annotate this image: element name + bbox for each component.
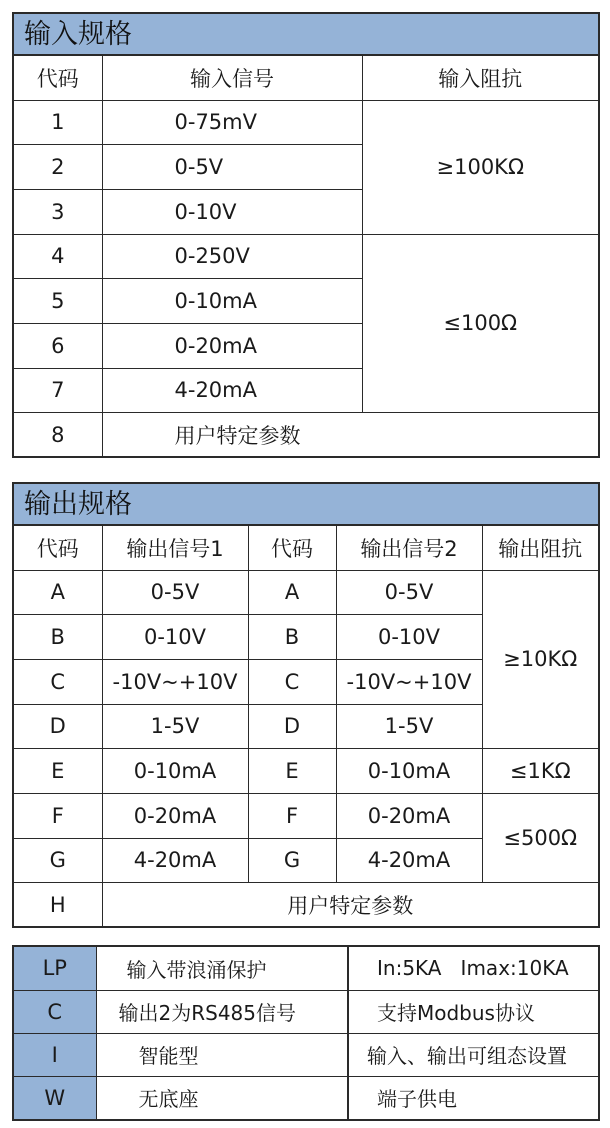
input-spec-title: 输入规格 (14, 14, 598, 56)
impedance-group-500: ≤500Ω (482, 793, 598, 882)
options-table (12, 945, 600, 1121)
row-code-1: F (14, 793, 102, 838)
row-signal: 0-5V (102, 145, 362, 190)
row-code-2: D (248, 704, 336, 749)
impedance-group-low: ≤100Ω (362, 234, 598, 413)
impedance-group-high: ≥100KΩ (362, 100, 598, 234)
table-row (14, 990, 598, 1033)
row-signal-1: -10V~+10V (102, 659, 248, 704)
row-signal-2: 0-20mA (336, 793, 482, 838)
row-code: 7 (14, 368, 102, 413)
row-signal-2: 0-10V (336, 615, 482, 660)
row-signal-1: 0-10V (102, 615, 248, 660)
header-code-2: 代码 (248, 526, 336, 570)
header-input-signal: 输入信号 (102, 56, 362, 100)
header-code-1: 代码 (14, 526, 102, 570)
row-signal: 0-10mA (102, 279, 362, 324)
table-row (14, 100, 598, 145)
row-code: 5 (14, 279, 102, 324)
row-code-2: C (248, 659, 336, 704)
row-signal: 0-10V (102, 189, 362, 234)
option-code: W (14, 1076, 96, 1119)
option-code: C (14, 990, 96, 1033)
option-feature: 端子供电 (348, 1076, 598, 1119)
row-code: 8 (14, 413, 102, 458)
option-feature: In:5KA Imax:10KA (348, 947, 598, 990)
row-code: 2 (14, 145, 102, 190)
row-signal: 0-75mV (102, 100, 362, 145)
row-signal: 0-250V (102, 234, 362, 279)
table-row (14, 749, 598, 794)
option-desc: 输入带浪涌保护 (96, 947, 348, 990)
table-row (14, 570, 598, 615)
option-code: LP (14, 947, 96, 990)
input-spec-table (12, 12, 600, 458)
row-signal-custom: 用户特定参数 (102, 883, 598, 928)
row-signal-custom: 用户特定参数 (102, 413, 598, 458)
row-code-1: E (14, 749, 102, 794)
impedance-group-1k: ≤1KΩ (482, 749, 598, 794)
table-row (14, 413, 598, 458)
row-signal-1: 4-20mA (102, 838, 248, 883)
row-signal-2: 0-5V (336, 570, 482, 615)
row-code-2: E (248, 749, 336, 794)
row-code-1: G (14, 838, 102, 883)
option-feature: 支持Modbus协议 (348, 990, 598, 1033)
row-signal-1: 0-5V (102, 570, 248, 615)
row-signal-2: 4-20mA (336, 838, 482, 883)
option-desc: 输出2为RS485信号 (96, 990, 348, 1033)
table-row (14, 234, 598, 279)
output-spec-table (12, 482, 600, 928)
table-row (14, 1033, 598, 1076)
row-code-2: F (248, 793, 336, 838)
option-desc: 智能型 (96, 1033, 348, 1076)
table-row (14, 947, 598, 990)
option-code: I (14, 1033, 96, 1076)
row-code-1: B (14, 615, 102, 660)
impedance-group-10k: ≥10KΩ (482, 570, 598, 749)
table-row (14, 1076, 598, 1119)
row-code-1: C (14, 659, 102, 704)
row-code-2: A (248, 570, 336, 615)
row-code: 1 (14, 100, 102, 145)
header-output-signal-1: 输出信号1 (102, 526, 248, 570)
row-signal-2: -10V~+10V (336, 659, 482, 704)
option-desc: 无底座 (96, 1076, 348, 1119)
row-signal-2: 1-5V (336, 704, 482, 749)
row-signal: 0-20mA (102, 323, 362, 368)
row-code: 4 (14, 234, 102, 279)
row-signal: 4-20mA (102, 368, 362, 413)
header-code: 代码 (14, 56, 102, 100)
header-output-signal-2: 输出信号2 (336, 526, 482, 570)
row-code-1: H (14, 883, 102, 928)
row-code: 3 (14, 189, 102, 234)
header-output-impedance: 输出阻抗 (482, 526, 598, 570)
row-code-1: A (14, 570, 102, 615)
row-code: 6 (14, 323, 102, 368)
output-spec-title: 输出规格 (14, 484, 598, 526)
header-input-impedance: 输入阻抗 (362, 56, 598, 100)
table-row (14, 793, 598, 838)
row-code-2: G (248, 838, 336, 883)
row-signal-1: 0-20mA (102, 793, 248, 838)
row-signal-1: 0-10mA (102, 749, 248, 794)
table-row (14, 883, 598, 928)
row-signal-1: 1-5V (102, 704, 248, 749)
row-code-2: B (248, 615, 336, 660)
row-code-1: D (14, 704, 102, 749)
row-signal-2: 0-10mA (336, 749, 482, 794)
option-feature: 输入、输出可组态设置 (348, 1033, 598, 1076)
